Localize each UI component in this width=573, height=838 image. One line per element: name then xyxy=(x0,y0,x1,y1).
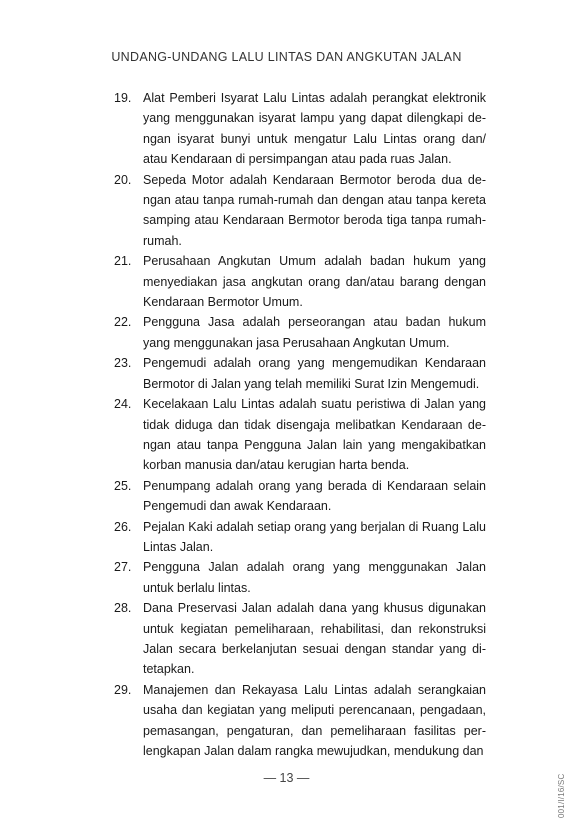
list-item xyxy=(114,680,486,762)
item-text: Manajemen dan Rekayasa Lalu Lintas adalah serangkaian usaha dan kegiatan yang meliputi perencanaan, pengadaan, pemasangan, pengaturan, dan pemeliharaan fasilitas perlengkapan Jalan dalam rangka mewujudkan, mendukung dan xyxy=(143,682,486,758)
item-number: 24. xyxy=(114,397,132,412)
list-item xyxy=(114,353,486,394)
item-text: Alat Pemberi Isyarat Lalu Lintas adalah perangkat elektronik yang menggunakan isyarat lampu yang dapat dilengkapi dengan isyarat bunyi untuk mengatur Lalu Lintas orang dan/ atau Kendaraan di persimpangan atau pada ruas Jalan. xyxy=(143,91,486,167)
list-item xyxy=(114,394,486,476)
item-number: 29. xyxy=(114,682,132,697)
item-number: 27. xyxy=(114,560,132,575)
item-number: 28. xyxy=(114,601,132,616)
item-text: Pejalan Kaki adalah setiap orang yang berjalan di Ruang Lalu Lintas Jalan. xyxy=(143,519,486,554)
running-header: UNDANG-UNDANG LALU LINTAS DAN ANGKUTAN JALAN xyxy=(111,50,462,64)
item-text: Kecelakaan Lalu Lintas adalah suatu peristiwa di Jalan yang tidak diduga dan tidak disengaja melibatkan Kendaraan dengan atau tanpa Pengguna Jalan lain yang mengakibatkan korban manusia dan/atau kerugian harta benda. xyxy=(143,397,486,473)
item-number: 23. xyxy=(114,356,132,371)
item-text: Dana Preservasi Jalan adalah dana yang khusus digunakan untuk kegiatan pemeliharaan, rehabilitasi, dan rekonstruksi Jalan secara berkelanjutan sesuai dengan standar yang ditetapkan. xyxy=(143,601,486,677)
item-number: 25. xyxy=(114,478,132,493)
list-item xyxy=(114,88,486,170)
item-text: Perusahaan Angkutan Umum adalah badan hukum yang menyediakan jasa angkutan orang dan/atau barang dengan Kendaraan Bermotor Umum. xyxy=(143,254,486,310)
list-item xyxy=(114,517,486,558)
item-number: 22. xyxy=(114,315,132,330)
page-number: — 13 — xyxy=(263,771,310,785)
item-number: 20. xyxy=(114,172,132,187)
list-item xyxy=(114,312,486,353)
item-number: 19. xyxy=(114,91,132,105)
list-item xyxy=(114,170,486,252)
list-item xyxy=(114,476,486,517)
item-text: Pengguna Jalan adalah orang yang menggunakan Jalan untuk berlalu lintas. xyxy=(143,560,486,595)
item-text: Penumpang adalah orang yang berada di Kendaraan selain Pengemudi dan awak Kendaraan. xyxy=(143,478,486,514)
item-text: Pengemudi adalah orang yang mengemudikan Kendaraan Bermotor di Jalan yang telah memiliki Surat Izin Mengemudi. xyxy=(143,356,486,391)
item-text: Sepeda Motor adalah Kendaraan Bermotor beroda dua dengan atau tanpa rumah-rumah dan dengan atau tanpa kereta samping atau Kendaraan Bermotor beroda tiga tanpa rumahrumah. xyxy=(143,172,486,248)
item-number: 21. xyxy=(114,254,132,269)
item-text: Pengguna Jasa adalah perseorangan atau badan hukum yang menggunakan jasa Perusahaan Angkutan Umum. xyxy=(143,315,486,350)
list-item xyxy=(114,557,486,598)
side-code: 001/I/16/SC xyxy=(557,773,566,818)
list-item xyxy=(114,598,486,680)
list-item xyxy=(114,251,486,312)
item-number: 26. xyxy=(114,519,132,534)
definition-list xyxy=(114,88,486,761)
